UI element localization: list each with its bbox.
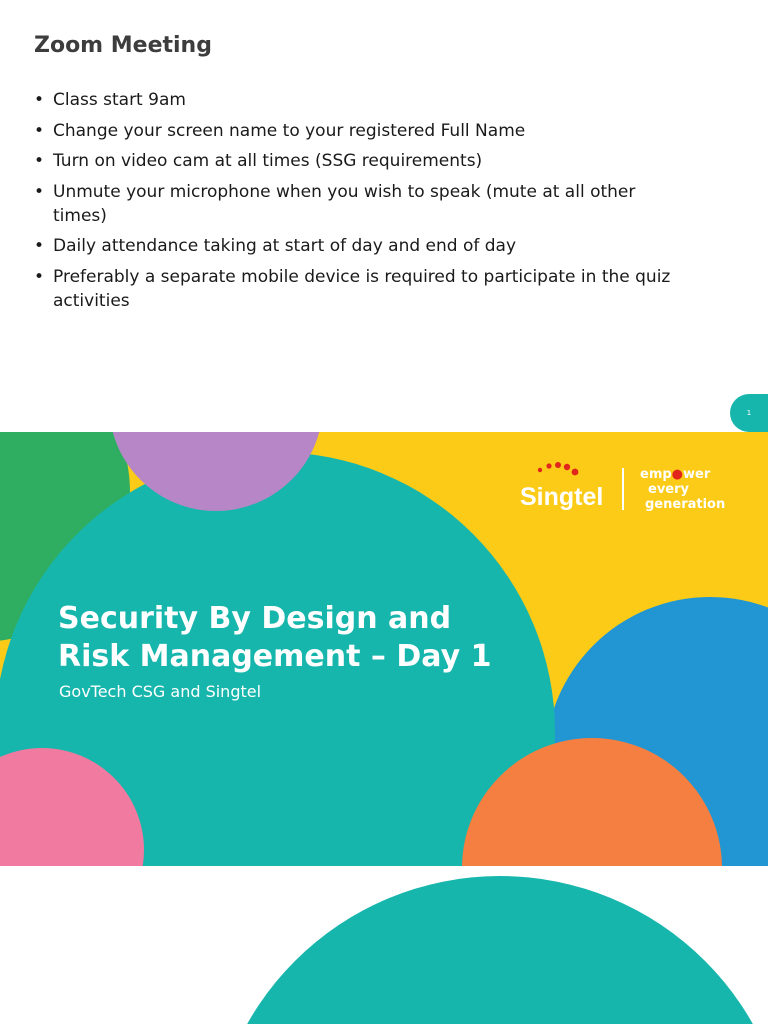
list-item: • Class start 9am [34, 88, 724, 112]
list-item: • Preferably a separate mobile device is required to participate in the quiz activities [34, 265, 724, 313]
svg-text:emp●wer: emp●wer [640, 467, 711, 482]
next-slide-preview [0, 866, 768, 1024]
decorative-shape [0, 866, 768, 1024]
list-item: • Change your screen name to your registered Full Name [34, 119, 724, 143]
svg-text:every: every [648, 482, 689, 497]
page-number-tab [730, 394, 768, 432]
teal-circle [210, 876, 768, 1024]
presentation-title: Security By Design and Risk Management – Day 1 [58, 601, 492, 674]
page-number: 1 [746, 409, 752, 417]
slide-title: Zoom Meeting [34, 33, 212, 58]
logo-dots-icon [538, 462, 579, 475]
zoom-meeting-slide [0, 0, 768, 432]
svg-text:Singtel: Singtel [520, 483, 604, 511]
title-slide [0, 432, 768, 866]
svg-text:generation: generation [645, 497, 726, 512]
list-item: • Daily attendance taking at start of day and end of day [34, 234, 724, 258]
instruction-list [34, 88, 724, 319]
singtel-logo [518, 462, 748, 517]
presentation-subtitle: GovTech CSG and Singtel [59, 682, 262, 701]
list-item: • Unmute your microphone when you wish to speak (mute at all other times) [34, 180, 724, 228]
list-item: • Turn on video cam at all times (SSG requirements) [34, 149, 724, 173]
